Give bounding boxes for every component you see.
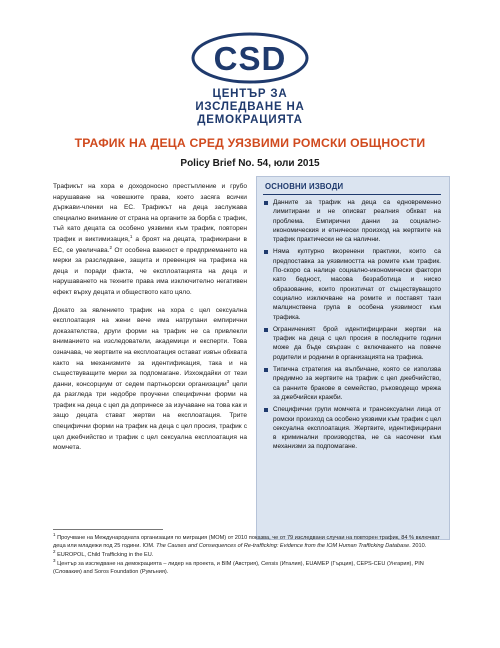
footnote-divider	[53, 529, 163, 530]
square-bullet-icon	[264, 408, 268, 412]
footnotes	[53, 534, 448, 577]
list-item: Няма културно вкоренени практики, които са предпоставка за уязвимостта на ромите към трафик. По-скоро са налице социално-икономически фактори като бедност, масова безработица и ниско образование, които произтичат от съществуващото социално изключване на ромите и поставят тази малцинствена група в особена уязвимост към трафика.	[263, 247, 441, 321]
paragraph-1: Трафикът на хора е доходоносно престъпление и грубо нарушаване на човешките права, което засяга всички държави-членки на ЕС. Трафикът на деца заслужава специално внимание от страна на органите за борба с трафик, тъй като децата са особено уязвими към трафик, повторен трафик и виктимизация,$^1$ а броят на децата, трафикирани в ЕС, се увеличава.$^2$ От особена важност е предприемането на мерки за разследване, защита и превенция на трафика на деца и поради факта, че експлоатацията на деца и нарушаването на техните права има изключително негативен ефект върху децата и обществото като цяло.	[53, 183, 247, 296]
body-text	[53, 182, 247, 461]
paragraph-2: Докато за явлението трафик на хора с цел сексуална експлоатация на жени вече има натрупани емпирични доказателства, други форми на трафик не са привлекли вниманието на изследователи, академици и експерти. Това означава, че жертвите на експлоатация остават извън обхвата както на механизмите за идентификация, така и на съществуващите мерки за подпомагане. Изхождайки от тези данни, консорциум от седем партньорски организации$^3$ цели да разгледа три недобре проучени специфични форми на трафик на деца с цел да допринесе за изучаване на това как и защо децата стават жертви на експлоатация. Трите специфични форми на трафик на деца с цел просия, трафик с цел джебчийство и трафик с цел сексуална експлоатация на момчета.	[53, 306, 248, 452]
square-bullet-icon	[264, 328, 268, 332]
document-title: ТРАФИК НА ДЕЦА СРЕД УЯЗВИМИ РОМСКИ ОБЩНОСТИ	[74, 136, 426, 150]
csd-logo-icon	[190, 32, 310, 84]
logo-acronym: CSD	[213, 40, 287, 77]
logo-line-1: ЦЕНТЪР ЗА	[212, 88, 288, 100]
footnote-2: $^2$ EUROPOL, Child Trafficking in the EU.	[53, 549, 154, 558]
square-bullet-icon	[264, 250, 268, 254]
list-item: Ограниченият брой идентифицирани жертви на трафик на деца с цел просия в последните години може да бъде свързан с включването на повече родители и роднини в организацията на трафика.	[263, 325, 441, 362]
logo-line-2: ИЗСЛЕДВАНЕ НА	[195, 101, 305, 113]
list-item: Данните за трафик на деца са едновременно лимитирани и не описват реалния обхват на проблема. Емпирични данни за социално-икономическия и етнически произход на жертвите на трафик практически не са налични.	[263, 198, 441, 244]
footnote-1: $^1$ Проучване на Международната организация по миграция (МОМ) от 2010 показва, че от 79 изследвани случаи на повторен трафик, 84 % включват деца или младежи под 25 години. IOM. The Causes and Consequences of Re-trafficking: Evidence from the IOM Human Trafficking Database. 2010.	[53, 532, 440, 550]
footnote-3: $^3$ Център за изследване на демокрацията – лидер на проекта, и BIM (Австрия), Censis (Италия), EUAMEP (Гърция), CEPS-CEU (Унгария), PIN (Словакия) and Soros Foundation (Румъния).	[53, 557, 424, 575]
key-findings-box	[256, 176, 450, 540]
logo-line-3: ДЕМОКРАЦИЯТА	[197, 114, 303, 126]
list-item: Специфични групи момчета и трансексуални лица от ромски произход са особено уязвими към трафик с цел сексуална експлоатация. Жертвите, идентифицирани в криминални производства, не са насочени към механизми за подпомагане.	[263, 405, 441, 451]
key-findings-heading: ОСНОВНИ ИЗВОДИ	[263, 182, 441, 195]
list-item: Типична стратегия на вълбичане, която се използва предимно за жертвите на трафик с цел джебчийство, са ранните бракове в семейство, ръководещо мрежа за джебчийски кражби.	[263, 365, 441, 402]
document-subtitle: Policy Brief No. 54, юли 2015	[180, 158, 320, 169]
key-findings-list	[263, 198, 441, 452]
square-bullet-icon	[264, 368, 268, 372]
square-bullet-icon	[264, 201, 268, 205]
logo	[0, 32, 500, 127]
